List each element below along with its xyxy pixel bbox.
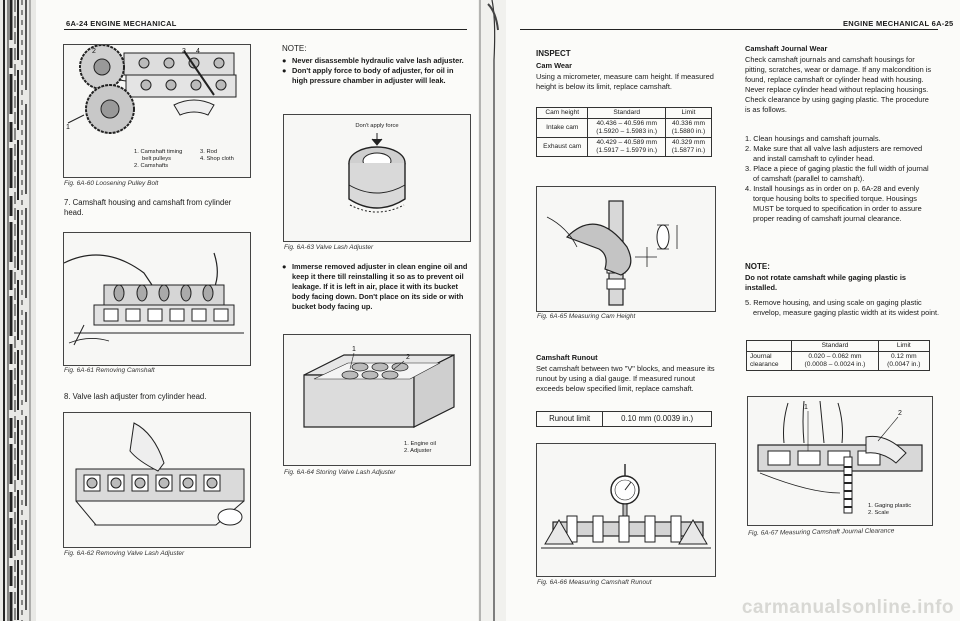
cam-height-table bbox=[536, 107, 712, 157]
journal-table-header-standard: Standard bbox=[792, 341, 878, 352]
step-5-text: 5. Remove housing, and using scale on gaging plastic envelop, measure gaging plastic width at its widest point. bbox=[745, 298, 940, 317]
step-8-text: 8. Valve lash adjuster from cylinder head. bbox=[64, 392, 207, 401]
fig-6a-62-image bbox=[63, 412, 251, 548]
immerse-instruction: ● Immerse removed adjuster in clean engine oil and keep it there till reinstalling it so as to prevent oil leakage. If it is left in air, place it with its bucket body facing down. Don't place on its side or with bucket body facing up. bbox=[282, 262, 468, 311]
left-page-header: 6A-24 ENGINE MECHANICAL bbox=[66, 19, 177, 28]
valve-lash-adjuster-illustration bbox=[284, 115, 470, 241]
left-binding-edge bbox=[0, 0, 36, 621]
bullet-icon: ● bbox=[282, 66, 287, 75]
fig-6a-63-caption: Fig. 6A-63 Valve Lash Adjuster bbox=[284, 244, 374, 251]
fig67-callout-2: 2 bbox=[898, 410, 902, 417]
fig64-callout-1: 1 bbox=[352, 346, 356, 353]
fig-6a-66-image bbox=[536, 443, 716, 577]
bullet-icon: ● bbox=[282, 262, 287, 271]
runout-limit-label: Runout limit bbox=[537, 412, 603, 427]
cam-table-header-cam-height: Cam height bbox=[537, 108, 588, 119]
fig60-callout-3: 3 bbox=[182, 48, 186, 55]
fig60-callout-1: 1 bbox=[66, 124, 70, 131]
fig-6a-64-image bbox=[283, 334, 471, 466]
fig-6a-65-caption: Fig. 6A-65 Measuring Cam Height bbox=[537, 313, 636, 320]
list-item: 1. Clean housings and camshaft journals. bbox=[745, 134, 881, 143]
dont-apply-force-label: Don't apply force bbox=[355, 123, 399, 129]
storing-adjuster-illustration bbox=[284, 335, 470, 465]
right-header-rule bbox=[520, 29, 938, 30]
fig60-callout-2: 2 bbox=[92, 48, 96, 55]
fig-6a-63-image bbox=[283, 114, 471, 242]
note-item: ● Don't apply force to body of adjuster, for oil in high pressure chamber in adjuster will leak. bbox=[282, 66, 454, 85]
right-binding-edge bbox=[478, 0, 506, 621]
list-item: 2. Make sure that all valve lash adjusters are removed and install camshaft to cylinder head. bbox=[745, 144, 923, 163]
fig-6a-60-image: 2 3 4 1 1. Camshaft timing belt pulleys 2. Camshafts 3. Rod 4. Shop cloth bbox=[63, 44, 251, 178]
cam-table-header-standard: Standard bbox=[588, 108, 665, 119]
fig67-legend: 1. Gaging plastic 2. Scale bbox=[868, 503, 912, 516]
bullet-icon: ● bbox=[282, 56, 287, 65]
runout-dial-gauge-illustration bbox=[537, 444, 715, 576]
runout-limit-table bbox=[536, 411, 712, 427]
list-item: 4. Install housings as in order on p. 6A-28 and evenly torque housing bolts to specified torque. Housings MUST be torqued to specification in order to assure proper reading of camshaft journal clearance. bbox=[745, 184, 922, 223]
inspect-heading: INSPECT bbox=[536, 49, 571, 58]
fig-6a-65-image bbox=[536, 186, 716, 312]
fig-6a-66-caption: Fig. 6A-66 Measuring Camshaft Runout bbox=[537, 579, 652, 586]
fig-6a-60-caption: Fig. 6A-60 Loosening Pulley Bolt bbox=[64, 180, 159, 187]
cam-wear-text: Using a micrometer, measure cam height. If measured height is below its limit, replace camshaft. bbox=[536, 72, 714, 91]
fig-6a-61-image bbox=[63, 232, 251, 366]
cam-table-header-limit: Limit bbox=[665, 108, 711, 119]
fig67-callout-1: 1 bbox=[804, 404, 808, 411]
fig-6a-62-caption: Fig. 6A-62 Removing Valve Lash Adjuster bbox=[64, 550, 185, 557]
note-item: ● Never disassemble hydraulic valve lash adjuster. bbox=[282, 56, 464, 65]
note-title: NOTE: bbox=[282, 44, 307, 53]
step-7-text: 7. Camshaft housing and camshaft from cylinder head. bbox=[64, 198, 232, 217]
runout-limit-value: 0.10 mm (0.0039 in.) bbox=[603, 412, 712, 427]
cam-wear-heading: Cam Wear bbox=[536, 61, 573, 70]
lash-adjuster-removal-illustration bbox=[64, 413, 250, 547]
camshaft-runout-text: Set camshaft between two "V" blocks, and measure its runout by using a dial gauge. If measured runout exceeds below specified limit, replace camshaft. bbox=[536, 364, 715, 393]
journal-clearance-table bbox=[746, 340, 930, 371]
table-row: Journal clearance 0.020 – 0.062 mm (0.0008 – 0.0024 in.) 0.12 mm (0.0047 in.) bbox=[747, 352, 930, 371]
camshaft-journal-wear-text: Check camshaft journals and camshaft housings for pitting, scratches, wear or damage. If any malcondition is found, replace camshaft or cylinder head with housing. Never replace cylinder head without replacing housings. Check clearance by using gaging plastic. The procedure is as follows. bbox=[745, 55, 932, 114]
note-list bbox=[282, 56, 468, 86]
fig-6a-67-caption: Fig. 6A-67 Measuring Camshaft Journal Clearance bbox=[748, 527, 895, 537]
journal-table-header-limit: Limit bbox=[878, 341, 929, 352]
right-page-header: ENGINE MECHANICAL 6A-25 bbox=[843, 19, 954, 28]
fig64-legend: 1. Engine oil 2. Adjuster bbox=[404, 441, 436, 454]
table-row bbox=[537, 412, 712, 427]
fig-6a-61-caption: Fig. 6A-61 Removing Camshaft bbox=[64, 367, 155, 374]
left-header-rule bbox=[64, 29, 467, 30]
list-item: 3. Place a piece of gaging plastic the full width of journal of camshaft (parallel to camshaft). bbox=[745, 164, 929, 183]
table-row: Intake cam 40.436 – 40.596 mm (1.5920 – 1.5983 in.) 40.336 mm (1.5880 in.) bbox=[537, 119, 712, 138]
note2-text: Do not rotate camshaft while gaging plastic is installed. bbox=[745, 273, 906, 292]
camshaft-journal-wear-heading: Camshaft Journal Wear bbox=[745, 44, 828, 53]
table-row: Exhaust cam 40.429 – 40.589 mm (1.5917 – 1.5979 in.) 40.329 mm (1.5877 in.) bbox=[537, 138, 712, 157]
fig60-callout-4: 4 bbox=[196, 48, 200, 55]
camshaft-removal-illustration bbox=[64, 233, 250, 365]
journal-procedure-steps bbox=[745, 134, 935, 224]
fig-6a-67-image bbox=[747, 396, 933, 526]
fig64-callout-2: 2 bbox=[406, 354, 410, 361]
fig-6a-64-caption: Fig. 6A-64 Storing Valve Lash Adjuster bbox=[284, 469, 396, 476]
note2-title: NOTE: bbox=[745, 262, 770, 271]
cam-height-measure-illustration bbox=[537, 187, 715, 311]
watermark: carmanualsonline.info bbox=[741, 597, 954, 618]
camshaft-runout-heading: Camshaft Runout bbox=[536, 353, 598, 362]
